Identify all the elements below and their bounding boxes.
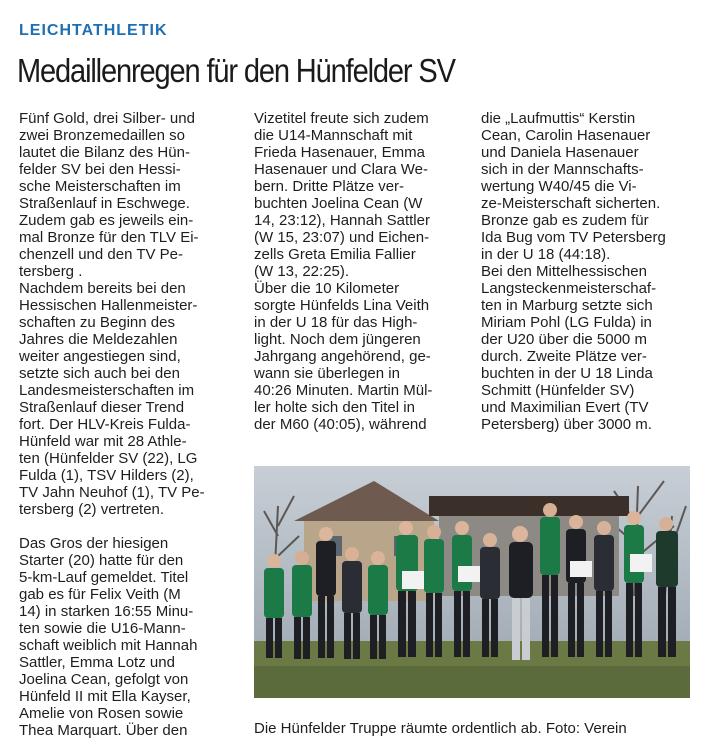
paragraph-gap [19,518,231,535]
article-text-line: der M60 (40:05), während [254,416,427,433]
article-kicker: LEICHTATHLETIK [19,22,168,39]
article-text-line: und Maximilian Evert (TV [481,399,649,416]
article-text-line: ze-Meisterschaft sicherten. [481,195,661,212]
article-text-line: Das Gros der hiesigen [19,535,169,552]
team-photo [254,466,690,698]
article-text-line: light. Noch dem jüngeren [254,331,421,348]
article-text-line: Hünfeld war mit 28 Athle- [19,433,187,450]
article-text-line: schaft weiblich mit Hannah [19,637,198,654]
article-text-line: setzte sich auch bei den [19,365,180,382]
article-text-line: zwei Bronzemedaillen so [19,127,185,144]
article-text-line: sorgte Hünfelds Lina Veith [254,297,430,314]
article-text-line: Jahrgang angehörend, ge- [254,348,431,365]
article-text-line: weiter angestiegen sind, [19,348,181,365]
article-text-line: Schmitt (Hünfelder SV) [481,382,635,399]
article-text-line: buchten Joelina Cean (W [254,195,423,212]
article-text-line: Joelina Cean, gefolgt von [19,671,189,688]
article-text-line: buchten in der U 18 Linda [481,365,653,382]
article-text-line: Thea Marquart. Über den [19,722,188,739]
article-text-line: Landesmeisterschaften im [19,382,195,399]
article-text-line: ten sowie die U16-Mann- [19,620,186,637]
article-text-line: wann sie überlegen in [254,365,400,382]
article-text-line: Hünfeld II mit Ella Kayser, [19,688,191,705]
article-text-line: in der U 18 (44:18). [481,246,611,263]
article-text-line: Starter (20) hatte für den [19,552,184,569]
article-text-line: 40:26 Minuten. Martin Mül- [254,382,433,399]
article-text-line: zells Greta Emilia Fallier [254,246,416,263]
article-text-line: tersberg (2) vertreten. [19,501,165,518]
article-text-line: lautet die Bilanz des Hün- [19,144,190,161]
article-text-line: bern. Dritte Plätze ver- [254,178,405,195]
article-text-line: die „Laufmuttis“ Kerstin [481,110,636,127]
article-text-line: sche Meisterschaften im [19,178,181,195]
article-text-line: ler holte sich den Titel in [254,399,415,416]
article-text-line: Langsteckenmeisterschaf- [481,280,657,297]
article-text-line: der U20 über die 5000 m [481,331,647,348]
text-column-3 [481,110,693,433]
article-text-line: felder SV bei den Hessi- [19,161,181,178]
article-text-line: Zudem gab es jeweils ein- [19,212,194,229]
article-text-line: fort. Der HLV-Kreis Fulda- [19,416,191,433]
article-text-line: TV Jahn Neuhof (1), TV Pe- [19,484,205,501]
article-text-line: (W 13, 22:25). [254,263,350,280]
article-text-line: chenzell und den TV Pe- [19,246,183,263]
article-text-line: Nachdem bereits bei den [19,280,186,297]
article-text-line: ten (Hünfelder SV (22), LG [19,450,198,467]
article-headline: Medaillenregen für den Hünfelder SV [17,52,455,89]
article-text-line: Hessischen Hallenmeister- [19,297,198,314]
article-text-line: Fulda (1), TSV Hilders (2), [19,467,194,484]
article-text-line: Über die 10 Kilometer [254,280,400,297]
article-text-line: Bei den Mittelhessischen [481,263,647,280]
article-text-line: tersberg . [19,263,83,280]
article-text-line: wertung W40/45 die Vi- [481,178,637,195]
article-text-line: Vizetitel freute sich zudem [254,110,429,127]
photo-caption: Die Hünfelder Truppe räumte ordentlich ab. Foto: Verein [254,720,627,737]
article-text-line: 5-km-Lauf gemeldet. Titel [19,569,189,586]
text-column-2 [254,110,466,433]
article-text-line: mal Bronze für den TLV Ei- [19,229,199,246]
article-text-line: die U14-Mannschaft mit [254,127,413,144]
article-text-line: und Daniela Hasenauer [481,144,639,161]
article-text-line: Jahres die Meldezahlen [19,331,178,348]
article-text-line: (W 15, 23:07) und Eichen- [254,229,430,246]
article-text-line: Straßenlauf in Eschwege. [19,195,190,212]
article-text-line: Amelie von Rosen sowie [19,705,184,722]
article-text-line: Ida Bug vom TV Petersberg [481,229,666,246]
article-text-line: gab es für Felix Veith (M [19,586,181,603]
article-text-line: Cean, Carolin Hasenauer [481,127,651,144]
article-text-line: Straßenlauf dieser Trend [19,399,185,416]
article-text-line: Miriam Pohl (LG Fulda) in [481,314,652,331]
article-text-line: 14) in starken 16:55 Minu- [19,603,194,620]
article-text-line: Petersberg) über 3000 m. [481,416,652,433]
article-text-line: Frieda Hasenauer, Emma [254,144,425,161]
article-text-line: ten in Marburg setzte sich [481,297,653,314]
article-text-line: Hasenauer und Clara We- [254,161,428,178]
article-text-line: sich in der Mannschafts- [481,161,644,178]
article-text-line: durch. Zweite Plätze ver- [481,348,647,365]
article-text-line: Fünf Gold, drei Silber- und [19,110,195,127]
article-text-line: Bronze gab es zudem für [481,212,649,229]
article-text-line: Sattler, Emma Lotz und [19,654,175,671]
article-text-line: 14, 23:12), Hannah Sattler [254,212,430,229]
article-text-line: in der U 18 für das High- [254,314,418,331]
text-column-1 [19,110,231,739]
article-text-line: schaften zu Beginn des [19,314,175,331]
